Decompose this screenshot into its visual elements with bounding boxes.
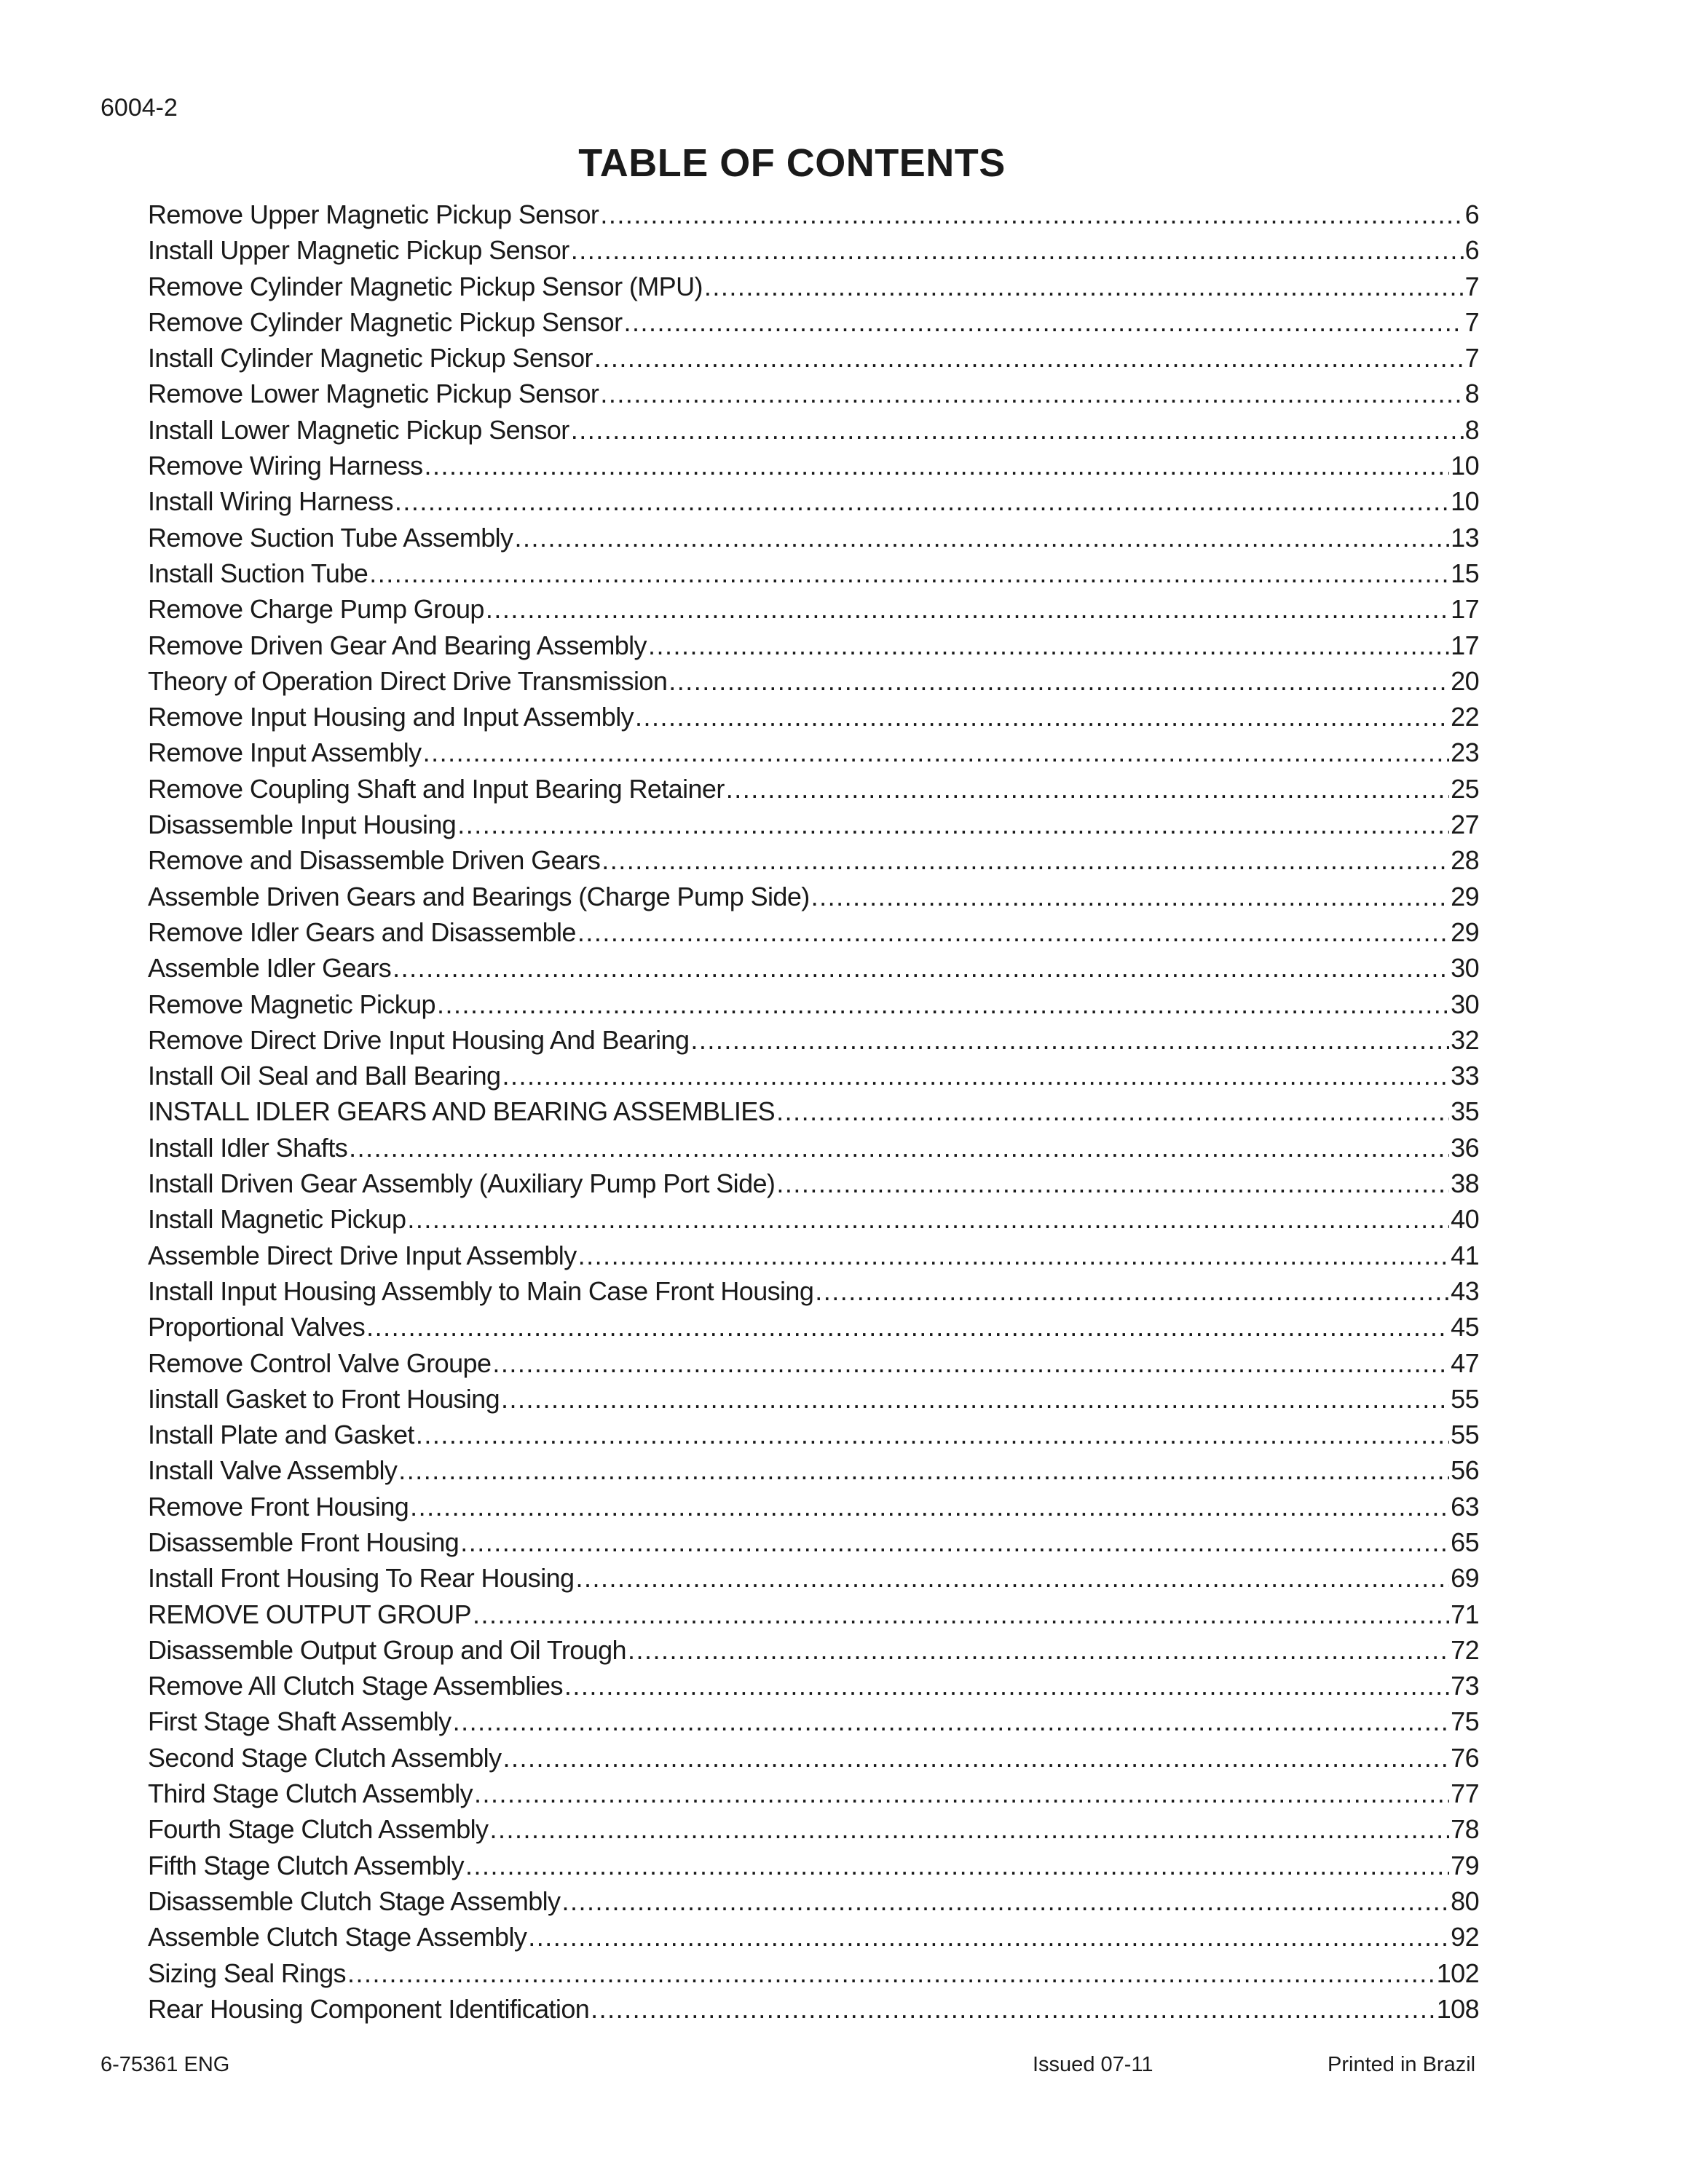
toc-entry [148, 304, 1479, 340]
dot-leader [578, 1238, 1450, 1273]
toc-entry-page-number: 28 [1451, 845, 1479, 876]
toc-entry-label: Remove Input Housing and Input Assembly [148, 702, 634, 732]
toc-entry-page-number: 20 [1451, 665, 1479, 696]
dot-leader [577, 914, 1449, 950]
toc-entry [148, 412, 1479, 448]
toc-entry-page-number: 75 [1451, 1706, 1479, 1737]
toc-entry-page-number: 35 [1451, 1096, 1479, 1127]
dot-leader [416, 1417, 1449, 1452]
toc-entry-page-number: 55 [1451, 1383, 1479, 1414]
toc-entry-page-number: 55 [1451, 1420, 1479, 1450]
dot-leader [571, 232, 1464, 268]
toc-entry-page-number: 30 [1451, 989, 1479, 1019]
dot-leader [486, 591, 1449, 627]
toc-entry-page-number: 10 [1451, 486, 1479, 517]
toc-entry-page-number: 45 [1451, 1312, 1479, 1342]
toc-entry [148, 232, 1479, 268]
toc-entry-page-number: 41 [1451, 1240, 1479, 1270]
toc-entry-label: First Stage Shaft Assembly [148, 1706, 451, 1737]
toc-entry-label: Install Driven Gear Assembly (Auxiliary Pump Port Side) [148, 1168, 776, 1199]
toc-entry [148, 1309, 1479, 1345]
toc-entry-label: Remove Upper Magnetic Pickup Sensor [148, 199, 599, 229]
toc-entry [148, 1811, 1479, 1847]
toc-entry [148, 1022, 1479, 1058]
toc-entry-page-number: 72 [1451, 1634, 1479, 1665]
toc-entry-page-number: 76 [1451, 1742, 1479, 1773]
toc-entry [148, 842, 1479, 878]
toc-entry-page-number: 43 [1451, 1275, 1479, 1306]
toc-entry-label: Install Front Housing To Rear Housing [148, 1563, 575, 1594]
toc-entry-page-number: 80 [1451, 1886, 1479, 1916]
toc-entry-label: Disassemble Input Housing [148, 810, 457, 840]
toc-entry [148, 1201, 1479, 1237]
dot-leader [635, 699, 1449, 735]
toc-entry-page-number: 92 [1451, 1922, 1479, 1952]
toc-entry [148, 197, 1479, 232]
dot-leader [423, 735, 1450, 770]
toc-entry-page-number: 6 [1464, 235, 1479, 266]
toc-entry-label: Remove Driven Gear And Bearing Assembly [148, 630, 647, 660]
toc-entry [148, 1058, 1479, 1093]
toc-entry-label: Install Valve Assembly [148, 1455, 398, 1486]
table-of-contents [148, 197, 1479, 2027]
toc-entry-label: Proportional Valves [148, 1312, 366, 1342]
toc-entry [148, 1238, 1479, 1273]
dot-leader [410, 1489, 1449, 1524]
toc-entry-label: Remove Suction Tube Assembly [148, 522, 513, 553]
toc-entry-label: Assemble Idler Gears [148, 953, 392, 984]
dot-leader [489, 1811, 1449, 1847]
toc-entry [148, 914, 1479, 950]
toc-entry-page-number: 47 [1451, 1348, 1479, 1378]
dot-leader [425, 448, 1450, 483]
dot-leader [571, 412, 1464, 448]
toc-entry-label: Second Stage Clutch Assembly [148, 1742, 502, 1773]
dot-leader [602, 842, 1449, 878]
dot-leader [366, 1309, 1449, 1345]
toc-entry-label: Remove Wiring Harness [148, 451, 423, 481]
toc-entry-label: Fourth Stage Clutch Assembly [148, 1814, 489, 1845]
toc-entry-label: Remove Control Valve Groupe [148, 1348, 492, 1378]
toc-entry [148, 663, 1479, 699]
toc-entry-page-number: 65 [1451, 1527, 1479, 1557]
toc-entry-page-number: 63 [1451, 1491, 1479, 1522]
toc-entry-page-number: 23 [1451, 737, 1479, 768]
toc-entry-label: Install Lower Magnetic Pickup Sensor [148, 414, 569, 445]
toc-entry-label: Remove Coupling Shaft and Input Bearing Retainer [148, 773, 725, 804]
toc-entry-label: Remove Cylinder Magnetic Pickup Sensor (MPU) [148, 271, 703, 301]
toc-entry-page-number: 25 [1451, 773, 1479, 804]
toc-entry [148, 1452, 1479, 1488]
toc-entry-page-number: 102 [1436, 1958, 1479, 1988]
toc-entry [148, 520, 1479, 555]
footer-issued-date: Issued 07-11 [1033, 2053, 1153, 2076]
toc-entry-label: Install Input Housing Assembly to Main Case Front Housing [148, 1275, 814, 1306]
toc-entry-label: REMOVE OUTPUT GROUP [148, 1599, 471, 1629]
toc-entry [148, 1632, 1479, 1668]
dot-leader [492, 1345, 1449, 1381]
toc-entry [148, 771, 1479, 807]
dot-leader [564, 1668, 1449, 1704]
toc-entry [148, 1093, 1479, 1129]
toc-entry-label: Remove Direct Drive Input Housing And Bearing [148, 1024, 690, 1055]
toc-entry-page-number: 36 [1451, 1132, 1479, 1163]
toc-entry-page-number: 22 [1451, 702, 1479, 732]
dot-leader [690, 1022, 1449, 1058]
toc-entry-page-number: 79 [1451, 1850, 1479, 1880]
dot-leader [502, 1740, 1449, 1776]
dot-leader [624, 304, 1464, 340]
toc-entry-page-number: 13 [1451, 522, 1479, 553]
dot-leader [465, 1848, 1449, 1883]
dot-leader [628, 1632, 1449, 1668]
toc-entry-label: Rear Housing Component Identification [148, 1993, 590, 2024]
toc-entry-label: Third Stage Clutch Assembly [148, 1779, 473, 1809]
dot-leader [407, 1201, 1449, 1237]
dot-leader [437, 986, 1449, 1022]
dot-leader [704, 269, 1464, 304]
toc-entry [148, 699, 1479, 735]
dot-leader [502, 1058, 1449, 1093]
toc-entry-page-number: 69 [1451, 1563, 1479, 1594]
dot-leader [776, 1093, 1449, 1129]
toc-entry-label: Remove All Clutch Stage Assemblies [148, 1671, 563, 1701]
toc-entry-page-number: 29 [1451, 917, 1479, 947]
document-code: 6004-2 [100, 94, 178, 122]
toc-entry-page-number: 33 [1451, 1061, 1479, 1091]
footer-printed-location: Printed in Brazil [1328, 2053, 1476, 2076]
toc-entry [148, 1919, 1479, 1955]
toc-entry-label: Remove Charge Pump Group [148, 594, 484, 625]
dot-leader [575, 1560, 1449, 1596]
toc-entry [148, 483, 1479, 519]
toc-entry-page-number: 7 [1464, 343, 1479, 373]
toc-entry-label: Install Upper Magnetic Pickup Sensor [148, 235, 569, 266]
toc-entry-label: Fifth Stage Clutch Assembly [148, 1850, 464, 1880]
toc-entry [148, 1776, 1479, 1811]
toc-entry-page-number: 71 [1451, 1599, 1479, 1629]
toc-entry-label: Remove Lower Magnetic Pickup Sensor [148, 379, 599, 409]
dot-leader [811, 879, 1450, 914]
dot-leader [457, 807, 1449, 842]
toc-entry-page-number: 56 [1451, 1455, 1479, 1486]
toc-entry-label: Remove Magnetic Pickup [148, 989, 435, 1019]
toc-entry-label: Sizing Seal Rings [148, 1958, 346, 1988]
toc-entry-page-number: 27 [1451, 810, 1479, 840]
toc-entry-page-number: 8 [1464, 379, 1479, 409]
toc-entry [148, 448, 1479, 483]
toc-entry [148, 1991, 1479, 2027]
toc-entry [148, 1489, 1479, 1524]
toc-entry-label: Install Magnetic Pickup [148, 1204, 406, 1235]
toc-entry-page-number: 32 [1451, 1024, 1479, 1055]
toc-entry-label: Remove Cylinder Magnetic Pickup Sensor [148, 306, 623, 337]
toc-entry-label: Disassemble Clutch Stage Assembly [148, 1886, 561, 1916]
toc-entry [148, 1345, 1479, 1381]
dot-leader [594, 340, 1464, 376]
toc-entry-label: Remove Idler Gears and Disassemble [148, 917, 576, 947]
toc-entry-page-number: 108 [1436, 1993, 1479, 2024]
dot-leader [591, 1991, 1435, 2027]
toc-entry [148, 1883, 1479, 1919]
toc-entry-label: Theory of Operation Direct Drive Transmission [148, 665, 668, 696]
toc-entry-label: Install Suction Tube [148, 558, 368, 588]
toc-entry [148, 555, 1479, 591]
toc-entry-page-number: 38 [1451, 1168, 1479, 1199]
dot-leader [393, 950, 1449, 986]
toc-entry [148, 340, 1479, 376]
toc-entry [148, 591, 1479, 627]
dot-leader [514, 520, 1449, 555]
toc-entry-label: Assemble Direct Drive Input Assembly [148, 1240, 577, 1270]
footer-document-number: 6-75361 ENG [100, 2053, 230, 2076]
dot-leader [600, 197, 1463, 232]
dot-leader [473, 1597, 1449, 1632]
dot-leader [600, 376, 1463, 411]
toc-entry-label: Remove Front Housing [148, 1491, 409, 1522]
toc-entry [148, 1166, 1479, 1201]
toc-entry-page-number: 7 [1464, 306, 1479, 337]
dot-leader [815, 1273, 1449, 1309]
toc-entry [148, 986, 1479, 1022]
dot-leader [347, 1955, 1435, 1991]
dot-leader [453, 1704, 1450, 1739]
dot-leader [474, 1776, 1449, 1811]
dot-leader [776, 1166, 1449, 1201]
toc-entry-label: Install Plate and Gasket [148, 1420, 414, 1450]
dot-leader [501, 1381, 1449, 1417]
toc-entry-label: Iinstall Gasket to Front Housing [148, 1383, 500, 1414]
toc-entry [148, 1848, 1479, 1883]
toc-entry [148, 1955, 1479, 1991]
dot-leader [369, 555, 1449, 591]
toc-entry-page-number: 29 [1451, 881, 1479, 911]
toc-entry [148, 1524, 1479, 1560]
toc-entry-page-number: 6 [1464, 199, 1479, 229]
toc-entry-label: Assemble Driven Gears and Bearings (Charge Pump Side) [148, 881, 810, 911]
toc-entry-label: Install Wiring Harness [148, 486, 393, 517]
toc-entry-label: Assemble Clutch Stage Assembly [148, 1922, 527, 1952]
toc-entry-page-number: 8 [1464, 414, 1479, 445]
toc-entry [148, 807, 1479, 842]
toc-entry [148, 376, 1479, 411]
page-title: TABLE OF CONTENTS [578, 141, 1006, 185]
dot-leader [349, 1130, 1449, 1166]
dot-leader [528, 1919, 1449, 1955]
dot-leader [398, 1452, 1449, 1488]
toc-entry [148, 1130, 1479, 1166]
toc-entry-label: Remove Input Assembly [148, 737, 422, 768]
toc-entry-page-number: 40 [1451, 1204, 1479, 1235]
toc-entry-label: Install Cylinder Magnetic Pickup Sensor [148, 343, 593, 373]
toc-entry [148, 735, 1479, 770]
toc-entry-page-number: 17 [1451, 594, 1479, 625]
toc-entry-label: Install Oil Seal and Ball Bearing [148, 1061, 501, 1091]
toc-entry [148, 950, 1479, 986]
dot-leader [460, 1524, 1449, 1560]
toc-entry [148, 1597, 1479, 1632]
toc-entry [148, 1560, 1479, 1596]
dot-leader [726, 771, 1449, 807]
toc-entry-page-number: 78 [1451, 1814, 1479, 1845]
toc-entry [148, 1273, 1479, 1309]
toc-entry-label: Disassemble Front Housing [148, 1527, 460, 1557]
toc-entry [148, 1704, 1479, 1739]
toc-entry-page-number: 30 [1451, 953, 1479, 984]
toc-entry-page-number: 10 [1451, 451, 1479, 481]
toc-entry-page-number: 73 [1451, 1671, 1479, 1701]
toc-entry-page-number: 77 [1451, 1779, 1479, 1809]
toc-entry [148, 628, 1479, 663]
toc-entry [148, 1417, 1479, 1452]
toc-entry-label: Disassemble Output Group and Oil Trough [148, 1634, 626, 1665]
dot-leader [669, 663, 1449, 699]
toc-entry-page-number: 7 [1464, 271, 1479, 301]
toc-entry-page-number: 15 [1451, 558, 1479, 588]
dot-leader [648, 628, 1449, 663]
toc-entry-label: Install Idler Shafts [148, 1132, 348, 1163]
toc-entry-label: Remove and Disassemble Driven Gears [148, 845, 601, 876]
toc-entry [148, 1668, 1479, 1704]
toc-entry-page-number: 17 [1451, 630, 1479, 660]
toc-entry [148, 1381, 1479, 1417]
toc-entry-label: INSTALL IDLER GEARS AND BEARING ASSEMBLIES [148, 1096, 776, 1127]
toc-entry [148, 879, 1479, 914]
dot-leader [395, 483, 1449, 519]
toc-entry [148, 1740, 1479, 1776]
toc-entry [148, 269, 1479, 304]
dot-leader [561, 1883, 1449, 1919]
